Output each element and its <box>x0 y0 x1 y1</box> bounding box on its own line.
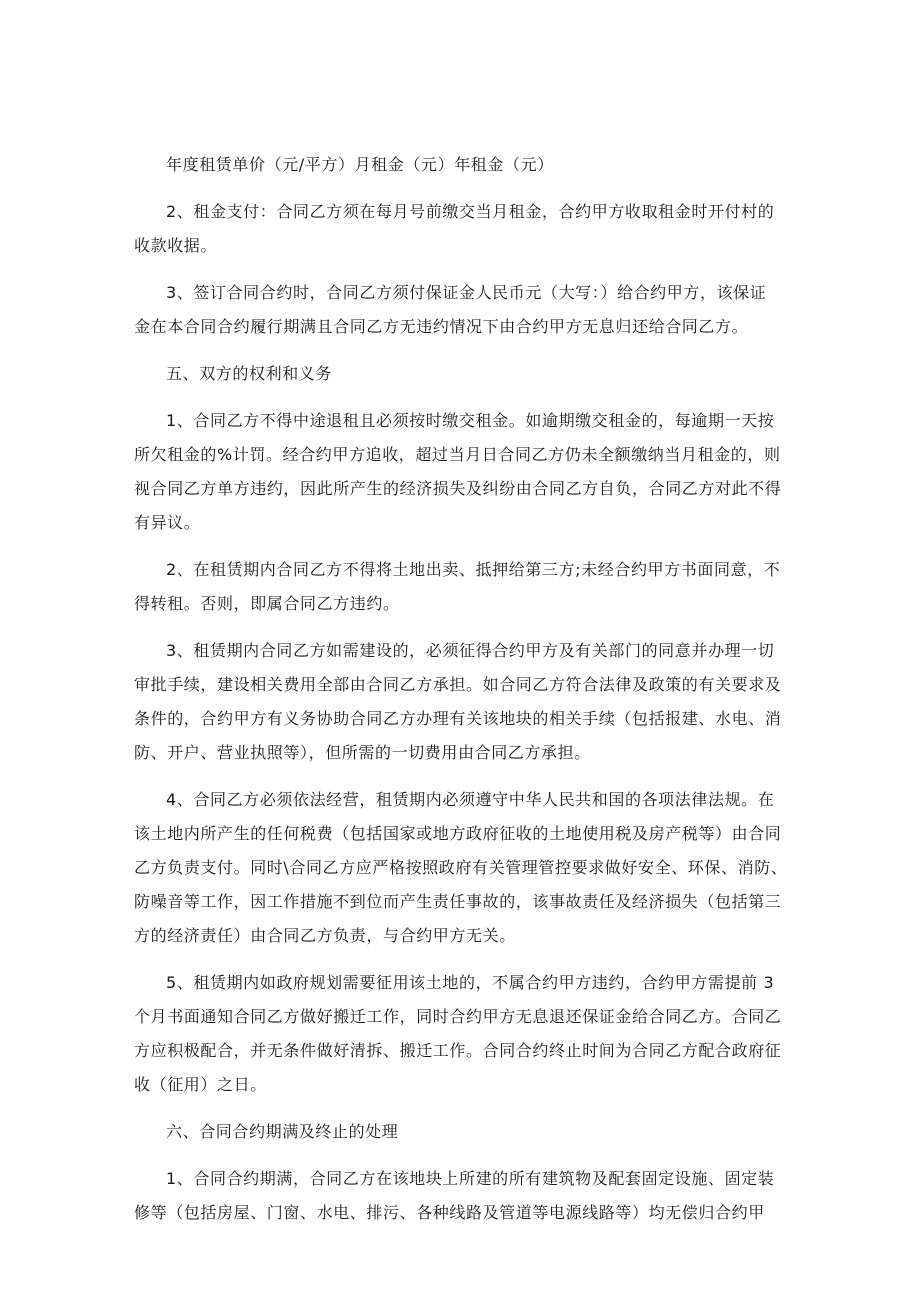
text-line: 乙方负责支付。同时\合同乙方应严格按照政府有关管理管控要求做好安全、环保、消防、 <box>134 858 788 877</box>
text-line: 5、租赁期内如政府规划需要征用该土地的，不属合约甲方违约，合约甲方需提前 3 <box>166 973 775 992</box>
clause-5-1 <box>134 404 794 540</box>
text-line: 审批手续，建设相关费用全部由合同乙方承担。如合同乙方符合法律及政策的有关要求及 <box>134 675 782 694</box>
section-6-heading-text: 六、合同合约期满及终止的处理 <box>166 1122 399 1141</box>
text-line: 防噪音等工作，因工作措施不到位而产生责任事故的，该事故责任及经济损失（包括第三 <box>134 892 782 911</box>
text-line: 3、签订合同合约时，合同乙方须付保证金人民币元（大写：）给合约甲方，该保证 <box>166 283 767 302</box>
clause-4-3-deposit <box>134 276 794 344</box>
text-line: 有异议。 <box>134 513 201 532</box>
text-line: 金在本合同合约履行期满且合同乙方无违约情况下由合约甲方无息归还给合同乙方。 <box>134 317 749 336</box>
section-6-heading <box>134 1115 794 1149</box>
clause-5-2 <box>134 553 794 621</box>
clause-5-5 <box>134 966 794 1102</box>
text-line: 方的经济责任）由合同乙方负责，与合约甲方无关。 <box>134 926 516 945</box>
text-line: 收（征用）之日。 <box>134 1075 267 1094</box>
text-line: 4、合同乙方必须依法经营，租赁期内必须遵守中华人民共和国的各项法律法规。在 <box>166 790 775 809</box>
rent-header-text: 年度租赁单价（元/平方）月租金（元）年租金（元） <box>166 155 554 174</box>
text-line: 视合同乙方单方违约，因此所产生的经济损失及纠纷由合同乙方自负，合同乙方对此不得 <box>134 479 782 498</box>
clause-5-4 <box>134 783 794 953</box>
text-line: 修等（包括房屋、门窗、水电、排污、各种线路及管道等电源线路等）均无偿归合约甲 <box>134 1203 765 1222</box>
section-5-heading <box>134 357 794 391</box>
clause-6-1 <box>134 1162 794 1230</box>
text-line: 方应积极配合，并无条件做好清拆、搬迁工作。合同合约终止时间为合同乙方配合政府征 <box>134 1041 782 1060</box>
text-line: 所欠租金的%计罚。经合约甲方追收，超过当月日合同乙方仍未全额缴纳当月租金的，则 <box>134 445 781 464</box>
text-line: 得转租。否则，即属合同乙方违约。 <box>134 594 400 613</box>
text-line: 个月书面通知合同乙方做好搬迁工作，同时合约甲方无息退还保证金给合同乙方。合同乙 <box>134 1007 782 1026</box>
rent-table-header-line <box>134 148 794 182</box>
text-line: 2、在租赁期内合同乙方不得将土地出卖、抵押给第三方;未经合约甲方书面同意，不 <box>166 560 781 579</box>
text-line: 2、租金支付：合同乙方须在每月号前缴交当月租金，合约甲方收取租金时开付村的 <box>166 202 775 221</box>
text-line: 防、开户、营业执照等），但所需的一切费用由合同乙方承担。 <box>134 743 591 762</box>
text-line: 该土地内所产生的任何税费（包括国家或地方政府征收的土地使用税及房产税等）由合同 <box>134 824 782 843</box>
clause-4-2-rent-payment <box>134 195 794 263</box>
text-line: 3、租赁期内合同乙方如需建设的，必须征得合约甲方及有关部门的同意并办理一切 <box>166 641 775 660</box>
text-line: 1、合同合约期满，合同乙方在该地块上所建的所有建筑物及配套固定设施、固定装 <box>166 1169 775 1188</box>
section-5-heading-text: 五、双方的权利和义务 <box>166 364 333 383</box>
text-line: 1、合同乙方不得中途退租且必须按时缴交租金。如逾期缴交租金的，每逾期一天按 <box>166 411 775 430</box>
text-line: 收款收据。 <box>134 236 218 255</box>
document-body <box>134 148 794 1243</box>
text-line: 条件的，合约甲方有义务协助合同乙方办理有关该地块的相关手续（包括报建、水电、消 <box>134 709 782 728</box>
clause-5-3 <box>134 634 794 770</box>
